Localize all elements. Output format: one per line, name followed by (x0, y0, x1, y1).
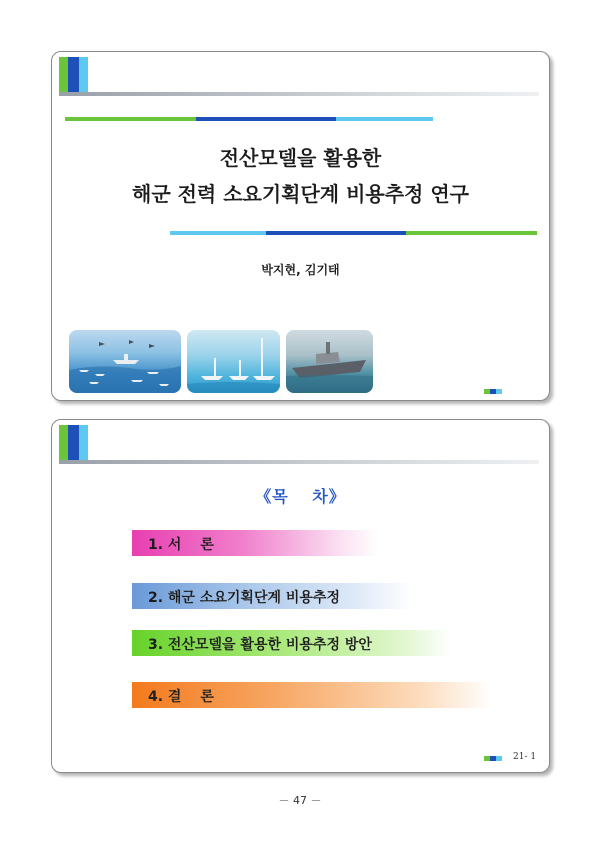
slide-title-line1: 전산모델을 활용한 (219, 146, 382, 170)
header-color-blocks (59, 57, 95, 95)
toc-title: 《목 차》 (255, 487, 346, 506)
toc-item-label: 4. 결 론 (148, 689, 214, 705)
header-divider (59, 460, 539, 464)
ships-fleet-photo (187, 330, 280, 393)
page-number: － 47 － (278, 794, 322, 807)
header-color-blocks (59, 425, 95, 463)
ships-fleet-photo (69, 330, 181, 393)
toc-item-intro (132, 530, 378, 556)
slide-title-line2: 해군 전력 소요기획단계 비용추정 연구 (132, 182, 469, 206)
toc-item-conclusion (132, 682, 492, 708)
header-divider (59, 92, 539, 96)
title-top-bar (65, 117, 433, 121)
authors: 박지현, 김기태 (261, 263, 340, 277)
toc-slide (51, 419, 550, 773)
toc-item-label: 2. 해군 소요기획단계 비용추정 (148, 590, 340, 606)
slide-pager-marker (484, 756, 502, 761)
title-slide (51, 51, 550, 401)
toc-item-cost-estimation (132, 583, 412, 609)
slide-page-label: 21- 1 (513, 752, 537, 762)
toc-item-label: 1. 서 론 (148, 537, 214, 553)
toc-item-label: 3. 전산모델을 활용한 비용추정 방안 (148, 637, 372, 653)
slide-pager-marker (484, 389, 502, 394)
toc-item-model-method (132, 630, 452, 656)
destroyer-photo (286, 330, 373, 393)
title-bottom-bar (170, 231, 537, 235)
